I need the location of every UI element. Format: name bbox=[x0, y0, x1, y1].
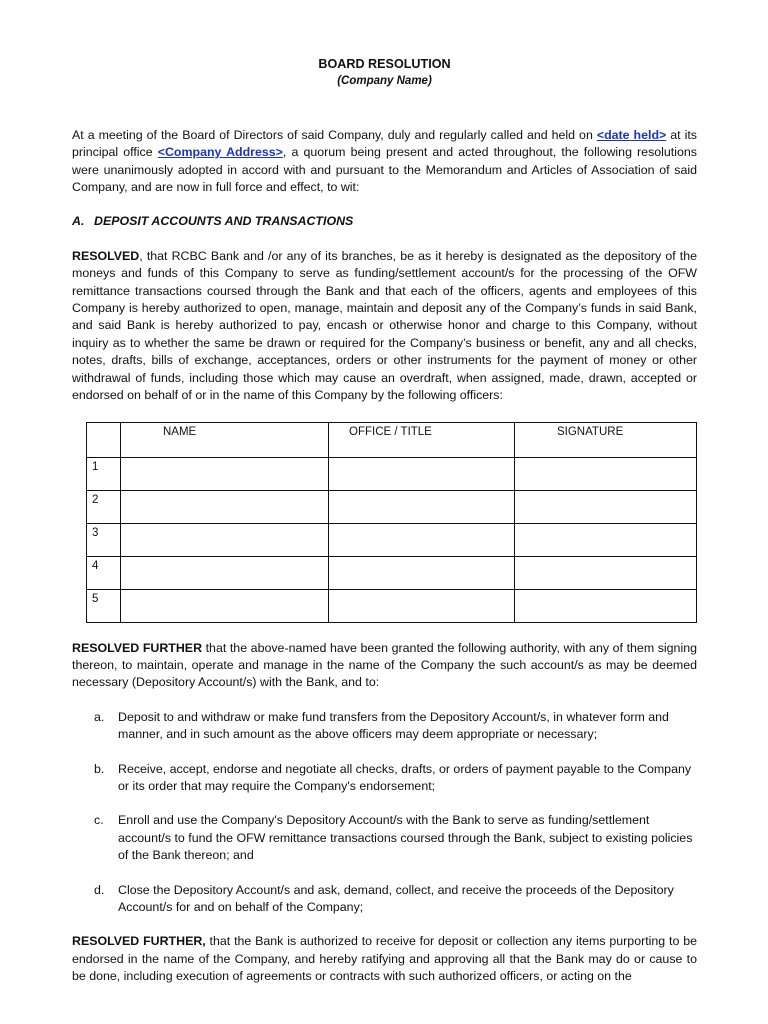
row-number: 3 bbox=[87, 523, 121, 556]
table-row bbox=[87, 589, 697, 622]
table-row bbox=[87, 523, 697, 556]
row-number: 1 bbox=[87, 457, 121, 490]
row-number: 4 bbox=[87, 556, 121, 589]
section-a-number: A. bbox=[72, 214, 85, 229]
resolved-further-lead-2: RESOLVED FURTHER, bbox=[72, 934, 206, 949]
list-item-text: Enroll and use the Company's Depository Account/s with the Bank to serve as funding/settlement account/s to fund the OFW remittance transactions coursed through the Bank, subject to existing policies of the Bank thereon; and bbox=[118, 813, 693, 863]
list-item-letter: c. bbox=[94, 813, 104, 828]
header-name: NAME bbox=[121, 422, 329, 457]
signature-cell[interactable] bbox=[515, 523, 697, 556]
row-number: 5 bbox=[87, 589, 121, 622]
name-cell[interactable] bbox=[121, 523, 329, 556]
header-number bbox=[87, 422, 121, 457]
resolved-further-paragraph bbox=[72, 640, 697, 692]
intro-text-2: at its principal office bbox=[72, 127, 697, 160]
list-item bbox=[72, 812, 697, 864]
office-title-cell[interactable] bbox=[329, 556, 515, 589]
section-a-heading bbox=[72, 213, 697, 230]
list-item-letter: a. bbox=[94, 709, 105, 724]
officers-table bbox=[86, 422, 697, 623]
list-item-letter: d. bbox=[94, 882, 105, 897]
list-item bbox=[72, 882, 697, 917]
list-item-letter: b. bbox=[94, 761, 105, 776]
header-signature: SIGNATURE bbox=[515, 422, 697, 457]
resolved-lead: RESOLVED bbox=[72, 248, 140, 263]
table-row bbox=[87, 457, 697, 490]
list-item-text: Close the Depository Account/s and ask, demand, collect, and receive the proceeds of the Depository Account/s for and on behalf of the Company; bbox=[118, 882, 674, 914]
intro-text-3: , a quorum being present and acted throughout, the following resolutions were unanimously adopted in accord with and pursuant to the Memorandum and Articles of Association of said Company, and are now in full force and effect, to wit: bbox=[72, 145, 697, 195]
signature-cell[interactable] bbox=[515, 457, 697, 490]
name-cell[interactable] bbox=[121, 490, 329, 523]
signature-cell[interactable] bbox=[515, 490, 697, 523]
resolved-text: , that RCBC Bank and /or any of its branches, be as it hereby is designated as the depository of the moneys and funds of this Company to serve as funding/settlement account/s for the processing of the OFW remittance transactions coursed through the Bank and that each of the officers, agents and employees of this Company is hereby authorized to open, manage, maintain and deposit any of the Company’s funds in said Bank, and said Bank is hereby authorized to pay, encash or otherwise honor and charge to this Company, without inquiry as to whether the same be drawn or required for the Company’s business or benefit, any and all checks, notes, drafts, bills of exchange, acceptances, orders or other instruments for the payment of money or other withdrawal of funds, including those which may cause an overdraft, when assigned, made, drawn, accepted or endorsed on behalf of or in the name of this Company by the following officers: bbox=[72, 248, 697, 403]
list-item bbox=[72, 709, 697, 744]
date-held-link[interactable]: <date held> bbox=[596, 127, 667, 142]
resolved-further-text: that the above-named have been granted the following authority, with any of them signing thereon, to maintain, operate and manage in the name of the Company the such account/s as may be deemed necessary (Depository Account/s) with the Bank, and to: bbox=[72, 640, 697, 690]
resolved-further-text-2: that the Bank is authorized to receive for deposit or collection any items purporting to be endorsed in the name of the Company, and hereby ratifying and approving all that the Bank may do or cause to be done, including execution of agreements or contracts with such authorized officers, or acting on the bbox=[72, 934, 697, 984]
table-row bbox=[87, 490, 697, 523]
section-a-title: DEPOSIT ACCOUNTS AND TRANSACTIONS bbox=[94, 214, 354, 229]
name-cell[interactable] bbox=[121, 589, 329, 622]
signature-cell[interactable] bbox=[515, 589, 697, 622]
header-office-title: OFFICE / TITLE bbox=[329, 422, 515, 457]
list-item-text: Deposit to and withdraw or make fund transfers from the Depository Account/s, in whatever form and manner, and in such amount as the above officers may deem appropriate or necessary; bbox=[118, 709, 669, 742]
company-address-link[interactable]: <Company Address> bbox=[157, 145, 283, 160]
company-name-placeholder: (Company Name) bbox=[337, 75, 432, 88]
document-body bbox=[72, 56, 697, 986]
name-cell[interactable] bbox=[121, 556, 329, 589]
resolved-paragraph bbox=[72, 248, 697, 405]
officers-table-header bbox=[87, 422, 697, 457]
resolved-further-paragraph-2 bbox=[72, 933, 697, 985]
name-cell[interactable] bbox=[121, 457, 329, 490]
resolved-further-lead: RESOLVED FURTHER bbox=[72, 640, 203, 655]
office-title-cell[interactable] bbox=[329, 523, 515, 556]
signature-cell[interactable] bbox=[515, 556, 697, 589]
office-title-cell[interactable] bbox=[329, 490, 515, 523]
intro-text-1: At a meeting of the Board of Directors of said Company, duly and regularly called and held on bbox=[72, 127, 593, 142]
document-title: BOARD RESOLUTION bbox=[318, 57, 451, 71]
office-title-cell[interactable] bbox=[329, 457, 515, 490]
row-number: 2 bbox=[87, 490, 121, 523]
list-item-text: Receive, accept, endorse and negotiate all checks, drafts, or orders of payment payable to the Company or its order that may require the Company's endorsement; bbox=[118, 761, 692, 793]
table-row bbox=[87, 556, 697, 589]
office-title-cell[interactable] bbox=[329, 589, 515, 622]
intro-paragraph bbox=[72, 127, 697, 197]
authority-list bbox=[72, 709, 697, 917]
list-item bbox=[72, 761, 697, 796]
